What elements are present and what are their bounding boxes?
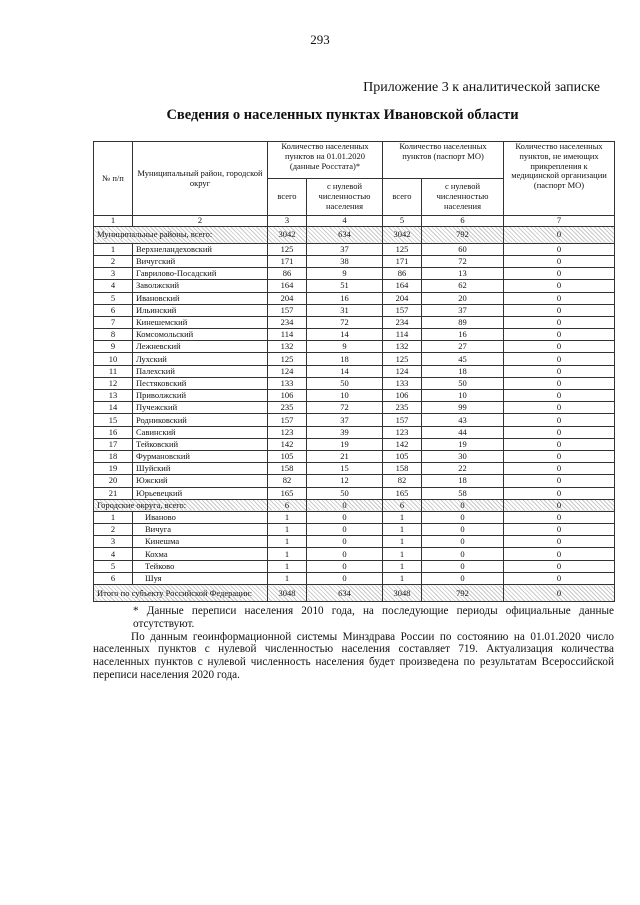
row-value: 1 [268,560,307,572]
row-value: 157 [383,414,422,426]
row-number: 12 [94,377,133,389]
row-value: 0 [307,524,383,536]
table-row [94,316,615,328]
total-row [94,226,615,243]
row-number: 10 [94,353,133,365]
row-value: 82 [268,475,307,487]
table-row [94,438,615,450]
table-row [94,390,615,402]
row-value: 45 [422,353,504,365]
row-name: Палехский [133,365,268,377]
row-value: 31 [307,304,383,316]
row-number: 4 [94,548,133,560]
row-number: 6 [94,304,133,316]
row-value: 132 [268,341,307,353]
row-value: 27 [422,341,504,353]
row-value: 234 [383,316,422,328]
document-title: Сведения о населенных пунктах Ивановской области [166,107,519,123]
row-value: 9 [307,341,383,353]
header-no-medical: Количество населенных пунктов, не имеющих прикрепления к медицинской организации (паспорт МО) [504,142,615,216]
row-value: 1 [383,524,422,536]
row-name: Вичугский [133,255,268,267]
row-value: 0 [307,560,383,572]
row-name: Лухский [133,353,268,365]
row-value: 114 [383,329,422,341]
notes-block [93,605,614,682]
row-value: 0 [504,255,615,267]
row-value: 142 [268,438,307,450]
row-number: 5 [94,560,133,572]
table-row [94,524,615,536]
header-district: Муниципальный район, городской округ [133,142,268,216]
row-name: Заволжский [133,280,268,292]
row-number: 1 [94,243,133,255]
row-value: 0 [422,560,504,572]
row-number: 2 [94,255,133,267]
header-column-numbers [94,216,615,227]
row-number: 1 [94,511,133,523]
row-value: 50 [307,377,383,389]
total-value: 634 [307,585,383,602]
row-name: Комсомольский [133,329,268,341]
row-value: 1 [268,511,307,523]
row-value: 0 [307,572,383,584]
row-name: Верхнеландеховский [133,243,268,255]
row-value: 0 [504,341,615,353]
row-value: 164 [268,280,307,292]
row-number: 9 [94,341,133,353]
row-value: 72 [307,402,383,414]
table-row [94,560,615,572]
note-paragraph: По данным геоинформационной системы Минздрава России по состоянию на 01.01.2020 число населенных пунктов с нулевой численностью населения составляет 719. Актуализация количества населенных пунктов с нулевой численность населения будет произведена по результатам Всероссийской переписи населения 2020 года. [93,630,614,681]
row-value: 125 [268,243,307,255]
total-value: 0 [504,499,615,511]
total-row [94,499,615,511]
row-value: 0 [504,463,615,475]
row-value: 133 [383,377,422,389]
row-value: 0 [504,524,615,536]
row-value: 0 [307,536,383,548]
row-value: 18 [422,475,504,487]
row-value: 133 [268,377,307,389]
total-value: 0 [504,226,615,243]
row-value: 10 [307,390,383,402]
total-value: 0 [504,585,615,602]
row-value: 0 [504,390,615,402]
row-name: Ивановский [133,292,268,304]
row-value: 0 [504,487,615,499]
row-value: 235 [383,402,422,414]
row-value: 19 [307,438,383,450]
row-value: 38 [307,255,383,267]
row-value: 0 [504,304,615,316]
row-value: 37 [422,304,504,316]
row-value: 125 [268,353,307,365]
row-number: 2 [94,524,133,536]
row-value: 0 [422,548,504,560]
row-value: 1 [383,560,422,572]
row-value: 123 [268,426,307,438]
row-value: 171 [383,255,422,267]
header-passport-group: Количество населенных пунктов (паспорт МО) [383,142,504,179]
table-row [94,243,615,255]
header-passport-zero: с нулевой численностью населения [422,179,504,216]
row-value: 30 [422,450,504,462]
row-value: 0 [504,402,615,414]
header-census-group: Количество населенных пунктов на 01.01.2020 (данные Росстата)* [268,142,383,179]
row-value: 43 [422,414,504,426]
row-number: 3 [94,536,133,548]
table-row [94,353,615,365]
row-name: Кохма [133,548,268,560]
row-name: Южский [133,475,268,487]
row-value: 50 [422,377,504,389]
row-value: 9 [307,268,383,280]
row-value: 142 [383,438,422,450]
row-name: Иваново [133,511,268,523]
row-name: Приволжский [133,390,268,402]
row-value: 44 [422,426,504,438]
table-row [94,450,615,462]
table-row [94,487,615,499]
row-value: 18 [307,353,383,365]
row-value: 0 [422,524,504,536]
total-value: 3042 [268,226,307,243]
row-value: 60 [422,243,504,255]
row-value: 132 [383,341,422,353]
settlements-table [93,141,615,602]
table-row [94,511,615,523]
row-value: 72 [307,316,383,328]
header-passport-total: всего [383,179,422,216]
row-value: 39 [307,426,383,438]
row-value: 1 [383,572,422,584]
table-row [94,414,615,426]
row-number: 17 [94,438,133,450]
table-row [94,280,615,292]
row-number: 3 [94,268,133,280]
row-name: Тейковский [133,438,268,450]
total-row [94,585,615,602]
table-row [94,377,615,389]
row-name: Савинский [133,426,268,438]
row-name: Шуя [133,572,268,584]
row-value: 1 [268,548,307,560]
row-value: 125 [383,243,422,255]
row-value: 123 [383,426,422,438]
footnote: * Данные переписи населения 2010 года, на последующие периоды официальные данные отсутствуют. [133,605,614,630]
table-row [94,463,615,475]
row-value: 125 [383,353,422,365]
table-row [94,426,615,438]
row-value: 14 [307,365,383,377]
row-value: 62 [422,280,504,292]
row-name: Шуйский [133,463,268,475]
row-value: 0 [504,377,615,389]
column-number: 6 [422,216,504,227]
row-number: 18 [94,450,133,462]
table-row [94,341,615,353]
header-number: № п/п [94,142,133,216]
row-value: 235 [268,402,307,414]
table-row [94,292,615,304]
total-value: 792 [422,585,504,602]
table-row [94,365,615,377]
row-value: 0 [504,353,615,365]
row-value: 12 [307,475,383,487]
row-value: 124 [268,365,307,377]
row-value: 0 [504,268,615,280]
row-value: 58 [422,487,504,499]
row-value: 0 [504,329,615,341]
table-row [94,572,615,584]
row-value: 0 [504,450,615,462]
row-value: 158 [268,463,307,475]
total-value: 0 [307,499,383,511]
table-body [94,226,615,601]
row-value: 106 [268,390,307,402]
row-value: 114 [268,329,307,341]
total-value: 634 [307,226,383,243]
row-value: 158 [383,463,422,475]
table-row [94,255,615,267]
row-value: 0 [307,548,383,560]
row-number: 21 [94,487,133,499]
row-value: 0 [504,560,615,572]
row-number: 6 [94,572,133,584]
total-label: Городские округа, всего: [94,499,268,511]
row-value: 0 [504,316,615,328]
row-value: 0 [307,511,383,523]
row-value: 1 [268,524,307,536]
row-value: 0 [504,548,615,560]
total-value: 6 [383,499,422,511]
column-number: 2 [133,216,268,227]
row-value: 86 [268,268,307,280]
row-value: 124 [383,365,422,377]
column-number: 5 [383,216,422,227]
page-number: 293 [310,32,330,47]
row-name: Вичуга [133,524,268,536]
row-value: 72 [422,255,504,267]
row-name: Ильинский [133,304,268,316]
row-value: 19 [422,438,504,450]
row-value: 204 [383,292,422,304]
column-number: 4 [307,216,383,227]
row-value: 14 [307,329,383,341]
row-name: Кинешемский [133,316,268,328]
table-row [94,304,615,316]
row-value: 51 [307,280,383,292]
row-value: 0 [504,292,615,304]
row-number: 20 [94,475,133,487]
row-value: 1 [383,511,422,523]
total-value: 3048 [383,585,422,602]
table-row [94,536,615,548]
row-name: Кинешма [133,536,268,548]
row-name: Гаврилово-Посадский [133,268,268,280]
row-value: 105 [383,450,422,462]
row-value: 164 [383,280,422,292]
row-value: 0 [504,475,615,487]
row-value: 0 [422,536,504,548]
row-value: 16 [422,329,504,341]
row-value: 0 [504,280,615,292]
row-value: 165 [268,487,307,499]
row-name: Фурмановский [133,450,268,462]
row-name: Лежневский [133,341,268,353]
row-number: 5 [94,292,133,304]
row-value: 0 [504,243,615,255]
row-value: 157 [268,304,307,316]
row-value: 37 [307,414,383,426]
row-value: 0 [504,426,615,438]
row-value: 10 [422,390,504,402]
row-value: 1 [383,548,422,560]
column-number: 7 [504,216,615,227]
total-value: 0 [422,499,504,511]
row-value: 22 [422,463,504,475]
row-value: 13 [422,268,504,280]
row-value: 0 [504,511,615,523]
row-value: 21 [307,450,383,462]
row-value: 106 [383,390,422,402]
row-number: 19 [94,463,133,475]
total-value: 792 [422,226,504,243]
row-value: 86 [383,268,422,280]
row-value: 171 [268,255,307,267]
appendix-label: Приложение 3 к аналитической записке [363,80,600,95]
table-row [94,475,615,487]
total-value: 3042 [383,226,422,243]
row-number: 13 [94,390,133,402]
row-value: 16 [307,292,383,304]
row-number: 11 [94,365,133,377]
row-value: 234 [268,316,307,328]
row-name: Юрьевецкий [133,487,268,499]
table-row [94,548,615,560]
row-value: 50 [307,487,383,499]
row-value: 82 [383,475,422,487]
row-value: 157 [268,414,307,426]
row-value: 157 [383,304,422,316]
row-name: Тейково [133,560,268,572]
row-value: 37 [307,243,383,255]
row-value: 1 [268,572,307,584]
total-label: Итого по субъекту Российской Федерации: [94,585,268,602]
total-label: Муниципальные районы, всего: [94,226,268,243]
row-value: 165 [383,487,422,499]
row-name: Пучежский [133,402,268,414]
row-value: 89 [422,316,504,328]
row-value: 0 [504,536,615,548]
total-value: 6 [268,499,307,511]
row-value: 20 [422,292,504,304]
header-census-zero: с нулевой численностью населения [307,179,383,216]
row-name: Родниковский [133,414,268,426]
column-number: 1 [94,216,133,227]
row-value: 0 [422,511,504,523]
table-row [94,402,615,414]
row-value: 204 [268,292,307,304]
row-number: 4 [94,280,133,292]
row-value: 0 [504,365,615,377]
row-value: 1 [268,536,307,548]
row-value: 105 [268,450,307,462]
row-value: 0 [504,572,615,584]
row-number: 16 [94,426,133,438]
total-value: 3048 [268,585,307,602]
row-value: 1 [383,536,422,548]
row-number: 7 [94,316,133,328]
row-number: 15 [94,414,133,426]
column-number: 3 [268,216,307,227]
table-row [94,268,615,280]
table-row [94,329,615,341]
row-number: 8 [94,329,133,341]
row-value: 15 [307,463,383,475]
row-value: 99 [422,402,504,414]
row-number: 14 [94,402,133,414]
row-value: 18 [422,365,504,377]
header-census-total: всего [268,179,307,216]
row-value: 0 [504,414,615,426]
row-value: 0 [422,572,504,584]
row-value: 0 [504,438,615,450]
row-name: Пестяковский [133,377,268,389]
